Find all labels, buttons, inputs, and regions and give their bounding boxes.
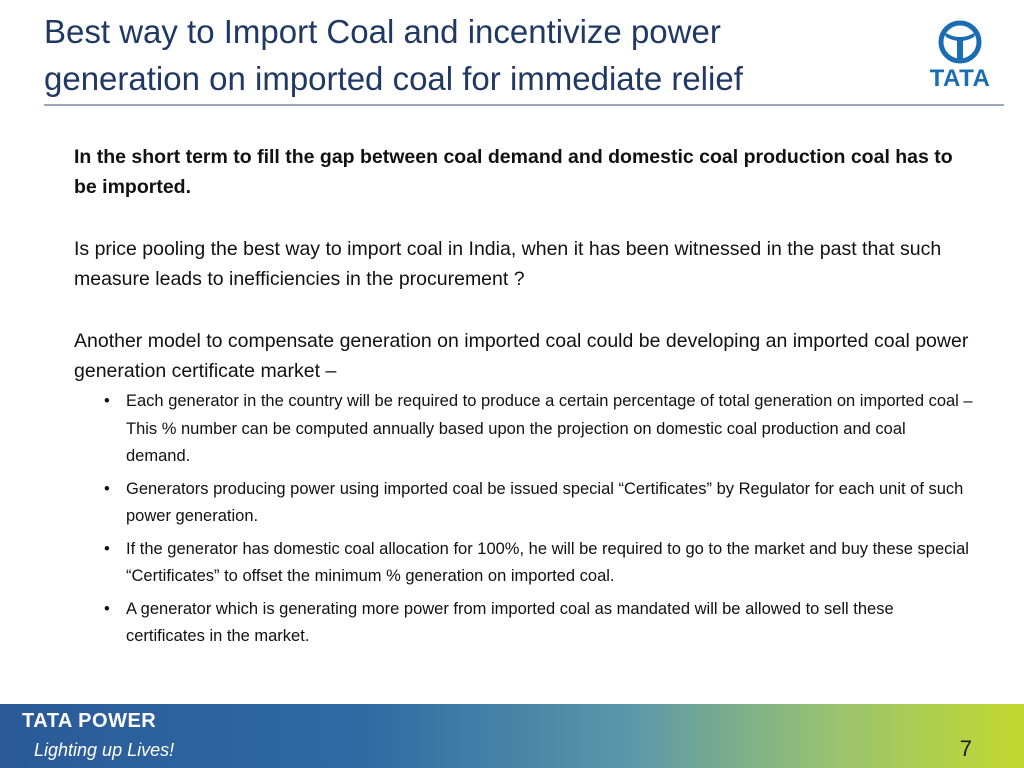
footer-band bbox=[0, 704, 1024, 768]
bullet-icon: • bbox=[104, 479, 110, 498]
footer-brand: TATA POWER bbox=[22, 710, 157, 732]
title-divider bbox=[44, 104, 1004, 106]
bullet-icon: • bbox=[104, 392, 110, 410]
tata-emblem-icon bbox=[918, 20, 1002, 66]
bullet-icon: • bbox=[104, 539, 110, 558]
slide-title: Best way to Import Coal and incentivize power generation on imported coal for immediate relief bbox=[44, 13, 743, 97]
slide-body bbox=[74, 142, 974, 656]
list-item bbox=[104, 596, 974, 651]
bullet-text: A generator which is generating more power from imported coal as mandated will be allowed to sell these certificates in the market. bbox=[126, 599, 894, 645]
intro-paragraph: In the short term to fill the gap between coal demand and domestic coal production coal has to be imported. bbox=[74, 146, 953, 198]
bullet-list bbox=[74, 388, 974, 651]
logo-wordmark: TATA bbox=[929, 65, 991, 92]
list-item bbox=[104, 388, 974, 471]
tata-logo bbox=[918, 20, 1002, 94]
question-paragraph: Is price pooling the best way to import coal in India, when it has been witnessed in the past that such measure leads to inefficiencies in the procurement ? bbox=[74, 238, 942, 290]
page-number: 7 bbox=[959, 736, 972, 761]
bullet-text: Each generator in the country will be required to produce a certain percentage of total generation on imported coal – This % number can be computed annually based upon the projection on domestic coal production and coal demand. bbox=[126, 392, 973, 465]
bullet-icon: • bbox=[104, 599, 110, 618]
model-paragraph: Another model to compensate generation on imported coal could be developing an imported coal power generation certificate market – bbox=[74, 330, 969, 382]
bullet-text: Generators producing power using imported coal be issued special “Certificates” by Regulator for each unit of such power generation. bbox=[126, 479, 964, 525]
list-item bbox=[104, 536, 974, 591]
bullet-text: If the generator has domestic coal allocation for 100%, he will be required to go to the market and buy these special “Certificates” to offset the minimum % generation on imported coal. bbox=[126, 539, 969, 585]
footer-tagline: Lighting up Lives! bbox=[34, 740, 175, 760]
list-item bbox=[104, 476, 974, 531]
